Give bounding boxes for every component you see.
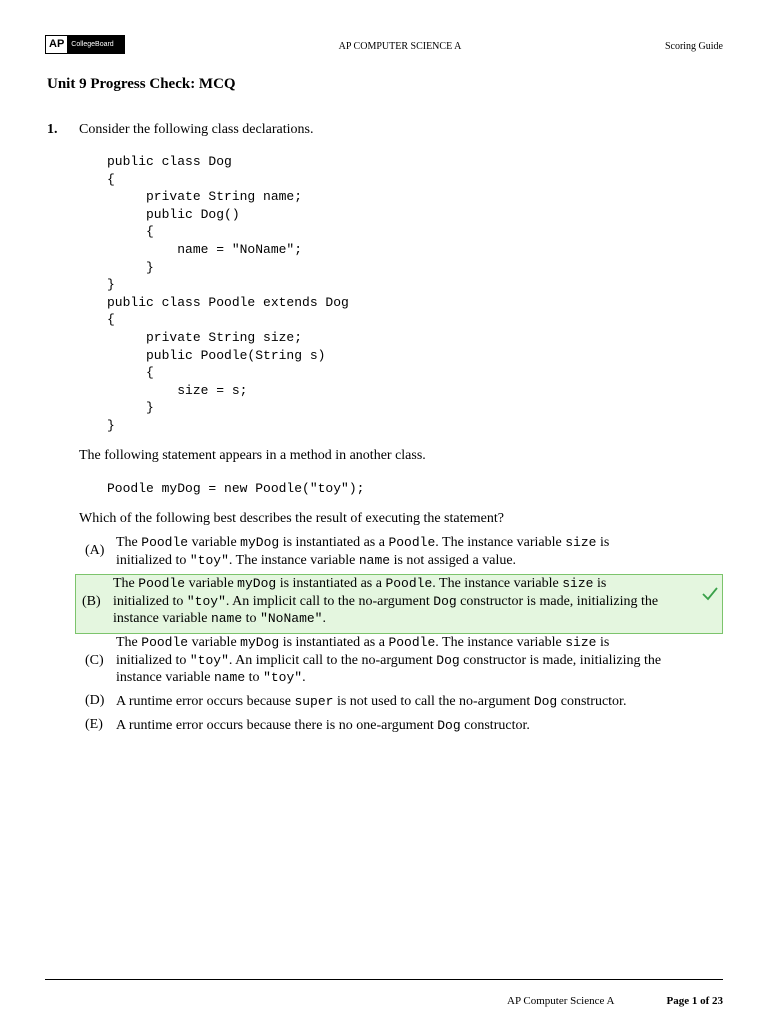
question-number: 1.	[47, 122, 58, 137]
choice-text-line	[116, 717, 681, 735]
code-line: size = s;	[107, 382, 248, 398]
choice-text-run: instance variable	[113, 611, 211, 626]
choice-text-line	[116, 552, 681, 570]
inline-code: size	[562, 576, 594, 591]
choice-text-run: The	[116, 635, 142, 650]
inline-code: "NoName"	[260, 611, 323, 626]
inline-code: Dog	[433, 593, 457, 609]
inline-code: myDog	[240, 535, 280, 550]
question-ask: Which of the following best describes the result of executing the statement?	[79, 511, 504, 526]
choice-text-line	[113, 575, 682, 593]
code-line: public Poodle(String s)	[107, 347, 326, 363]
inline-code: super	[294, 694, 334, 709]
inline-code: Poodle	[388, 535, 436, 550]
choice-text-line	[116, 693, 681, 711]
choice-text-run: variable	[185, 576, 238, 591]
choice-text-run: .	[302, 670, 306, 685]
choice-text-run: is instantiated as a	[279, 535, 389, 550]
choice-text-run: . An implicit call to the no-argument	[228, 652, 437, 668]
class-declarations-code	[107, 153, 349, 435]
choice-text-run: constructor is made, initializing the	[459, 652, 662, 668]
logo-brand-text: CollegeBoard	[71, 41, 114, 48]
statement-code: Poodle myDog = new Poodle("toy");	[107, 481, 365, 496]
footer-course: AP Computer Science A	[507, 995, 615, 1007]
choice-text-run: constructor.	[460, 718, 530, 733]
inline-code: name	[213, 670, 246, 685]
choice-text-run: initialized to	[113, 593, 187, 609]
code-line: }	[107, 417, 115, 433]
code-line: name = "NoName";	[107, 241, 303, 257]
header-scoring-guide: Scoring Guide	[664, 41, 723, 52]
choice-text-line	[113, 610, 682, 628]
answer-choice-correct[interactable]	[75, 574, 723, 634]
inline-code: Poodle	[141, 635, 189, 650]
code-line: {	[107, 171, 115, 187]
inline-code: myDog	[237, 576, 277, 591]
choice-text-run: to	[242, 611, 261, 626]
footer-divider	[45, 979, 723, 980]
choice-text-run: . The instance variable	[432, 576, 563, 591]
code-line: {	[107, 312, 115, 328]
page-number: Page 1 of 23	[666, 995, 723, 1007]
code-line: private String name;	[107, 189, 303, 205]
inline-code: myDog	[240, 635, 280, 650]
choice-text	[116, 634, 681, 687]
choice-text-run: is	[596, 635, 610, 650]
inline-code: size	[565, 535, 597, 550]
choice-text-run: instance variable	[116, 670, 214, 685]
inline-code: "toy"	[189, 652, 229, 668]
answer-choice[interactable]	[79, 633, 721, 687]
choice-text	[113, 575, 682, 628]
choice-text-run: to	[245, 670, 264, 685]
choice-text-run: is	[596, 535, 610, 550]
inline-code: Poodle	[141, 535, 189, 550]
choice-text-run: A runtime error occurs because there is no one-argument	[116, 718, 438, 733]
code-line: public class Poodle extends Dog	[107, 294, 349, 310]
choice-letter: (C)	[85, 653, 104, 668]
choice-text	[116, 717, 681, 735]
code-line: }	[107, 277, 115, 293]
checkmark-icon	[701, 585, 719, 603]
answer-choice[interactable]	[79, 692, 721, 712]
inline-code: "toy"	[263, 670, 303, 685]
inline-code: name	[358, 552, 391, 568]
choice-text-run: . The instance variable	[228, 552, 359, 568]
choice-text-run: .	[322, 611, 326, 626]
choice-text	[116, 693, 681, 711]
choice-letter: (D)	[85, 693, 105, 708]
choice-text-run: The	[113, 576, 139, 591]
inline-code: Poodle	[138, 576, 186, 591]
choice-text-line	[116, 652, 681, 670]
code-line: private String size;	[107, 329, 303, 345]
code-line: {	[107, 365, 154, 381]
choice-letter: (A)	[85, 543, 105, 558]
choice-text-run: is not assiged a value.	[390, 552, 517, 568]
choice-text-line	[116, 634, 681, 652]
code-line: }	[107, 259, 154, 275]
question-prompt: Consider the following class declarations.	[79, 122, 314, 137]
code-line: public Dog()	[107, 206, 240, 222]
choice-text-run: variable	[188, 535, 241, 550]
inline-code: Poodle	[385, 576, 433, 591]
choice-text	[116, 534, 681, 569]
choice-text-line	[116, 669, 681, 687]
answer-choice[interactable]	[79, 533, 721, 569]
choice-text-run: The	[116, 535, 142, 550]
inline-code: Poodle	[388, 635, 436, 650]
inline-code: "toy"	[189, 552, 229, 568]
choice-text-run: initialized to	[116, 552, 190, 568]
choice-text-run: . The instance variable	[435, 535, 566, 550]
choice-text-run: is instantiated as a	[276, 576, 386, 591]
inline-code: "toy"	[186, 593, 226, 609]
choice-letter: (B)	[82, 594, 101, 609]
choice-text-line	[116, 534, 681, 552]
inline-code: name	[210, 611, 243, 626]
inline-code: Dog	[436, 652, 460, 668]
choice-text-run: constructor is made, initializing the	[456, 593, 659, 609]
inline-code: Dog	[437, 718, 461, 733]
choice-text-run: . The instance variable	[435, 635, 566, 650]
header-course-title: AP COMPUTER SCIENCE A	[338, 41, 462, 52]
choice-text-run: variable	[188, 635, 241, 650]
inline-code: size	[565, 635, 597, 650]
choice-text-run: is instantiated as a	[279, 635, 389, 650]
page-title: Unit 9 Progress Check: MCQ	[47, 76, 236, 92]
choice-text-run: constructor.	[557, 694, 627, 709]
choice-text-line	[113, 593, 682, 611]
inline-code: Dog	[533, 694, 558, 709]
statement-intro: The following statement appears in a method in another class.	[79, 448, 426, 463]
choice-text-run: initialized to	[116, 652, 190, 668]
choice-letter: (E)	[85, 717, 103, 732]
choice-text-run: is	[593, 576, 607, 591]
code-line: }	[107, 400, 154, 416]
choice-text-run: . An implicit call to the no-argument	[225, 593, 434, 609]
logo-ap-text: AP	[46, 36, 67, 53]
choice-text-run: A runtime error occurs because	[116, 694, 295, 709]
code-line: {	[107, 224, 154, 240]
answer-choice[interactable]	[79, 716, 721, 736]
choice-text-run: is not used to call the no-argument	[333, 694, 534, 709]
code-line: public class Dog	[107, 154, 232, 169]
